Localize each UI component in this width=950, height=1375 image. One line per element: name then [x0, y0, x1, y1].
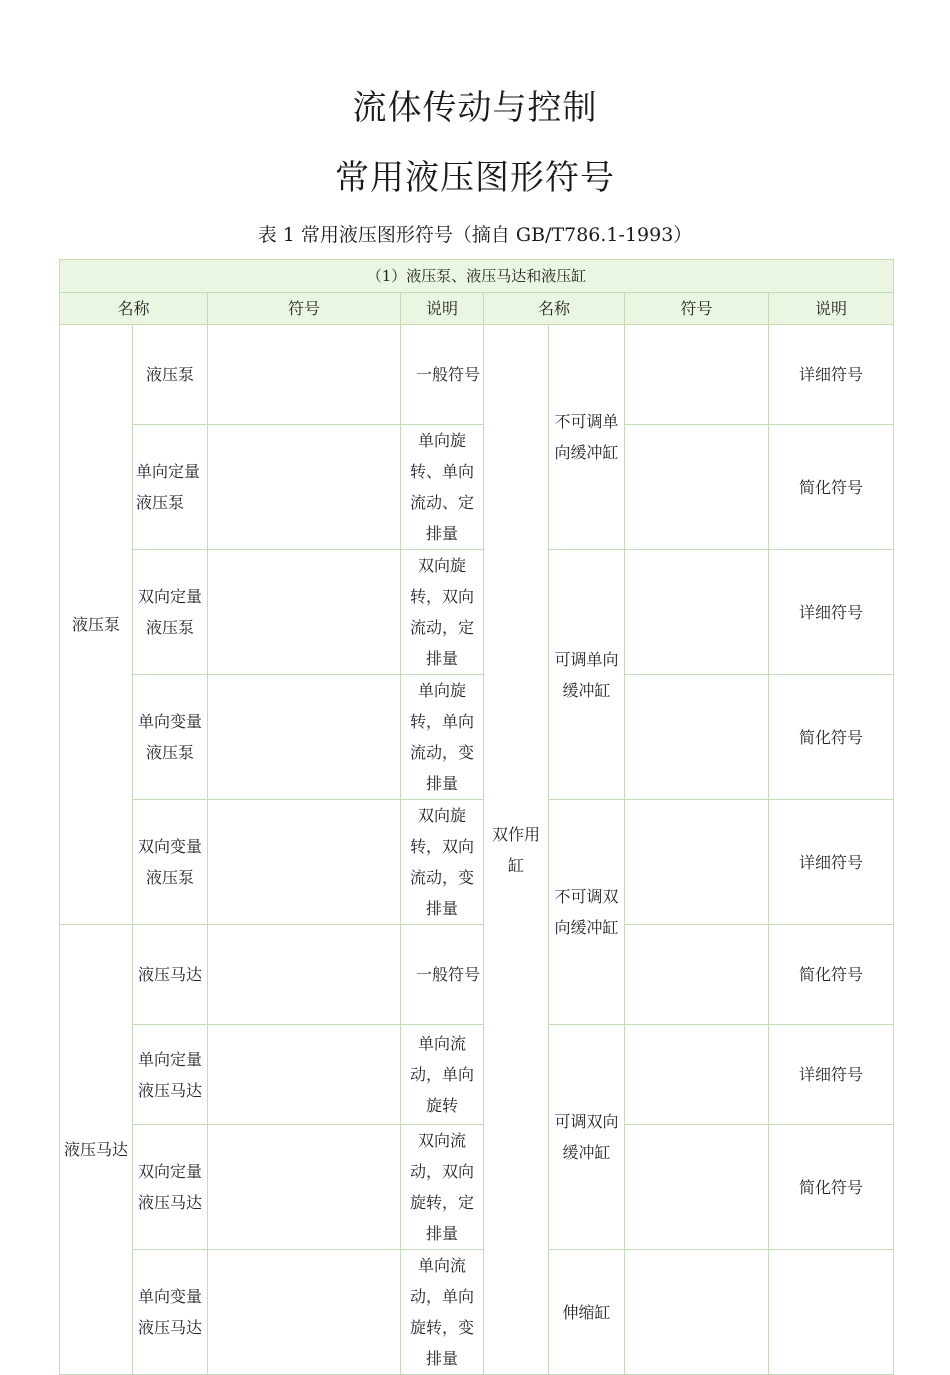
table-caption: 表 1 常用液压图形符号（摘自 GB/T786.1-1993）: [257, 224, 693, 246]
symbol-cell: [208, 325, 401, 425]
header-symbol-left: 符号: [208, 293, 401, 325]
cylinder-type: 伸缩缸: [549, 1250, 625, 1375]
symbol-cell: [625, 675, 769, 800]
item-desc: 单向流动，单向旋转，变排量: [401, 1250, 484, 1375]
symbol-note: 简化符号: [769, 675, 894, 800]
symbol-cell: [208, 800, 401, 925]
header-symbol-right: 符号: [625, 293, 769, 325]
item-name: 单向定量液压马达: [133, 1025, 208, 1125]
item-desc: 单向旋转、单向流动、定排量: [401, 425, 484, 550]
symbol-cell: [625, 425, 769, 550]
symbol-cell: [208, 1025, 401, 1125]
cylinder-type: 不可调单向缓冲缸: [549, 325, 625, 550]
table-row: [60, 425, 894, 550]
table-row: [60, 800, 894, 925]
item-desc: 双向流动，双向旋转，定排量: [401, 1125, 484, 1250]
symbol-note: [769, 1250, 894, 1375]
symbol-cell: [625, 325, 769, 425]
cylinder-type: 可调单向缓冲缸: [549, 550, 625, 800]
symbol-note: 详细符号: [769, 325, 894, 425]
cylinder-type: 可调双向缓冲缸: [549, 1025, 625, 1250]
symbol-cell: [625, 800, 769, 925]
symbol-cell: [208, 425, 401, 550]
item-name: 单向定量液压泵: [133, 425, 208, 550]
symbol-note: 简化符号: [769, 425, 894, 550]
table-row: [60, 1250, 894, 1375]
symbol-cell: [208, 925, 401, 1025]
item-name: 双向定量液压马达: [133, 1125, 208, 1250]
header-name-left: 名称: [60, 293, 208, 325]
header-desc-left: 说明: [401, 293, 484, 325]
item-desc: 双向旋转，双向流动，变排量: [401, 800, 484, 925]
group-label-double-acting-cylinder: 双作用缸: [484, 325, 549, 1375]
symbol-cell: [208, 550, 401, 675]
symbol-cell: [208, 675, 401, 800]
cylinder-type: 不可调双向缓冲缸: [549, 800, 625, 1025]
symbol-cell: [208, 1250, 401, 1375]
section-header: （1）液压泵、液压马达和液压缸: [60, 260, 894, 293]
item-desc: 一般符号: [401, 925, 484, 1025]
header-desc-right: 说明: [769, 293, 894, 325]
table-row: [60, 675, 894, 800]
symbol-cell: [625, 550, 769, 675]
table-row: [60, 325, 894, 425]
item-desc: 一般符号: [401, 325, 484, 425]
header-name-right: 名称: [484, 293, 625, 325]
symbol-cell: [625, 1250, 769, 1375]
item-desc: 双向旋转，双向流动，定排量: [401, 550, 484, 675]
group-label-pump: 液压泵: [60, 325, 133, 925]
item-name: 液压马达: [133, 925, 208, 1025]
table-row: [60, 1025, 894, 1125]
symbol-note: 详细符号: [769, 800, 894, 925]
symbol-cell: [625, 1025, 769, 1125]
item-desc: 单向旋转，单向流动，变排量: [401, 675, 484, 800]
hydraulic-symbol-table: [59, 259, 894, 1375]
symbol-note: 简化符号: [769, 1125, 894, 1250]
symbol-note: 详细符号: [769, 550, 894, 675]
item-desc: 单向流动，单向旋转: [401, 1025, 484, 1125]
symbol-note: 详细符号: [769, 1025, 894, 1125]
item-name: 双向定量液压泵: [133, 550, 208, 675]
symbol-cell: [625, 1125, 769, 1250]
table-row: [60, 1125, 894, 1250]
document-subtitle: 常用液压图形符号: [335, 158, 615, 198]
symbol-cell: [625, 925, 769, 1025]
group-label-motor: 液压马达: [60, 925, 133, 1375]
item-name: 双向变量液压泵: [133, 800, 208, 925]
item-name: 液压泵: [133, 325, 208, 425]
item-name: 单向变量液压泵: [133, 675, 208, 800]
symbol-note: 简化符号: [769, 925, 894, 1025]
table-row: [60, 925, 894, 1025]
symbol-cell: [208, 1125, 401, 1250]
table-row: [60, 550, 894, 675]
item-name: 单向变量液压马达: [133, 1250, 208, 1375]
document-title: 流体传动与控制: [352, 88, 598, 128]
